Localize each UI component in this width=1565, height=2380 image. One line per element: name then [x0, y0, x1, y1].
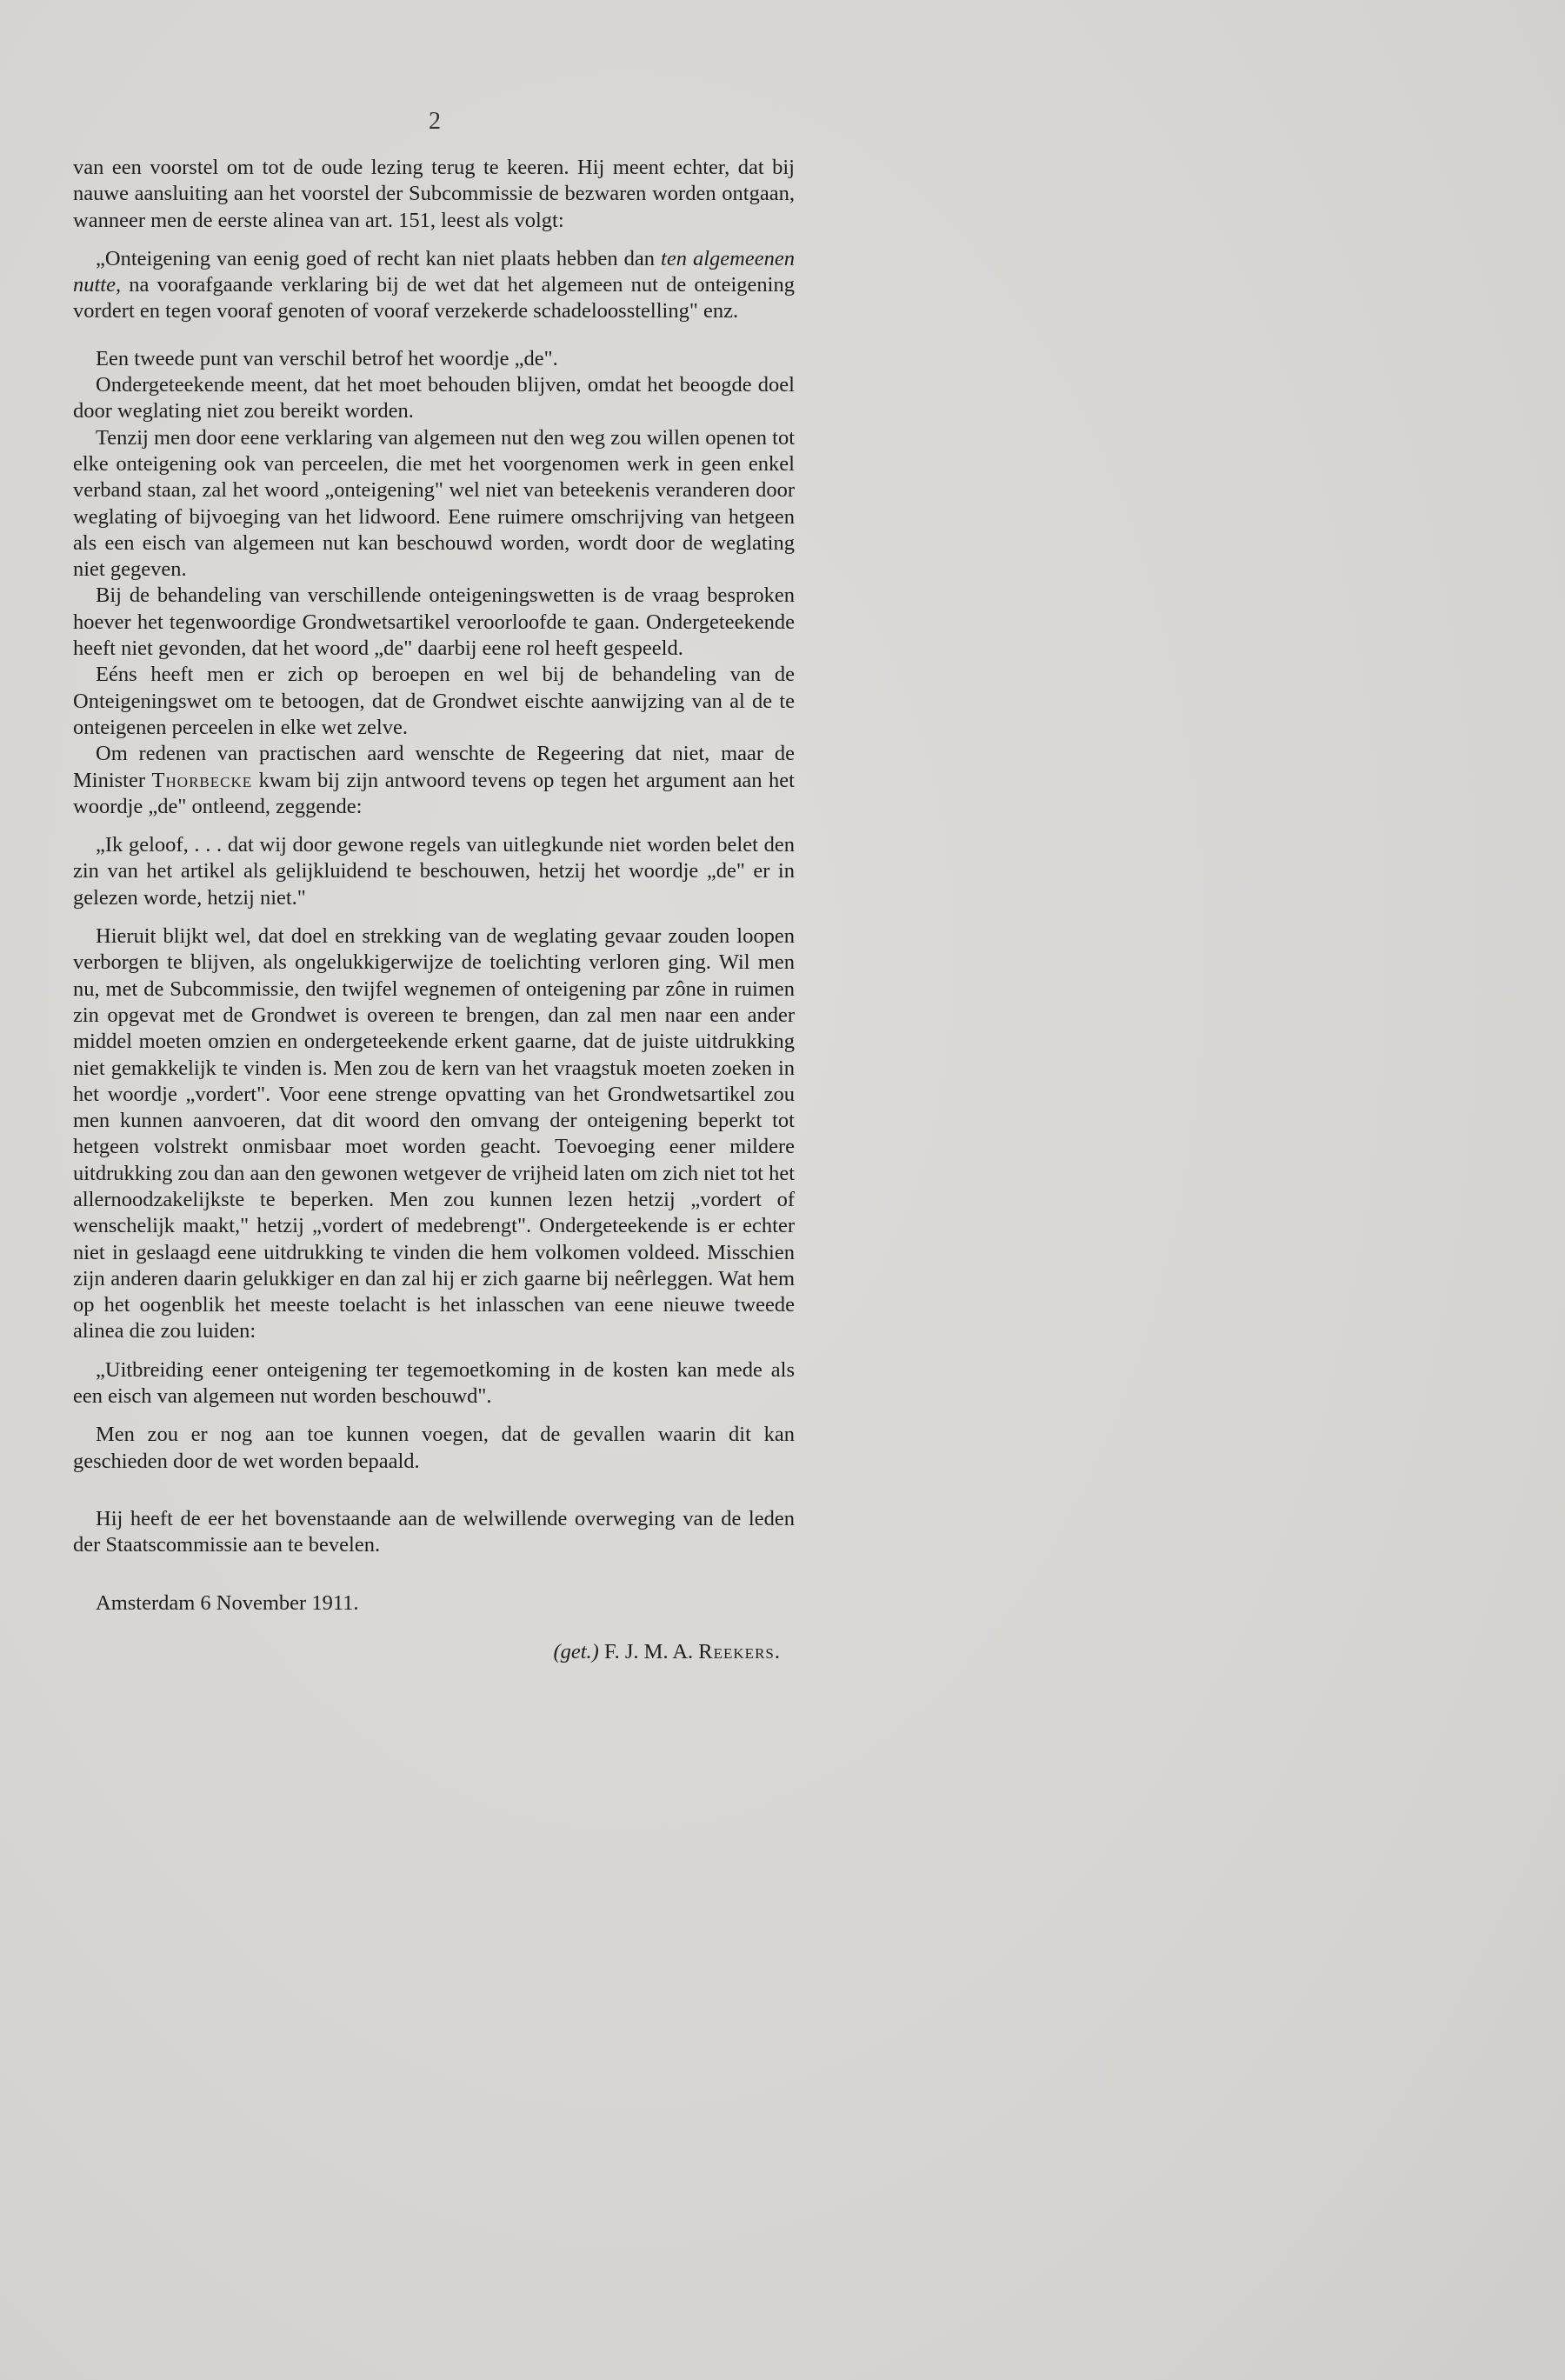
- quotation: „Ik geloof, . . . dat wij door gewone regels van uitlegkunde niet worden belet den zin van het artikel als gelijkluidend te beschouwen, hetzij het woordje „de" er in gelezen worde, hetzij niet.": [73, 833, 795, 910]
- signature-initials: F. J. M. A.: [603, 1639, 694, 1663]
- body-text: [73, 155, 795, 1665]
- proposed-alinea: „Uitbreiding eener onteigening ter tegemoetkoming in de kosten kan mede als een eisch van algemeen nut worden beschouwd".: [73, 1357, 795, 1409]
- quote-text: na voorafgaande verklaring bij de wet dat het algemeen nut de onteigening vordert en tegen vooraf genoten of vooraf verzekerde schadeloosstelling" enz.: [73, 273, 795, 323]
- page-number: 2: [429, 108, 441, 135]
- signature-surname: Reekers.: [698, 1639, 781, 1663]
- signature: [73, 1639, 795, 1665]
- text: Om redenen van practischen aard wenschte de Regeering dat niet, maar de Minister: [73, 742, 795, 792]
- place-date: Amsterdam 6 November 1911.: [96, 1590, 359, 1615]
- quoted-article: [73, 246, 795, 325]
- quote-text: „Onteigening van eenig goed of recht kan niet plaats hebben dan: [96, 246, 662, 270]
- paragraph: Bij de behandeling van verschillende onteigeningswetten is de vraag besproken hoever het tegenwoordige Grondwetsartikel veroorloofde te gaan. Ondergeteekende heeft niet gevonden, dat het woord „de" daarbij eene rol heeft gespeeld.: [73, 583, 795, 661]
- paragraph: [73, 741, 795, 820]
- paragraph: Tenzij men door eene verklaring van algemeen nut den weg zou willen openen tot elke onteigening ook van perceelen, die met het voorgenomen werk in geen enkel verband staan, zal het woord „onteigening" wel niet van beteekenis veranderen door weglating of bijvoeging van het lidwoord. Eene ruimere omschrijving van hetgeen als een eisch van algemeen nut kan beschouwd worden, wordt door de weglating niet gegeven.: [73, 425, 795, 582]
- paragraph: Eéns heeft men er zich op beroepen en wel bij de behandeling van de Onteigeningswet om te betoogen, dat de Grondwet eischte aanwijzing van al de te onteigenen perceelen in elke wet zelve.: [73, 663, 795, 739]
- minister-name: Thorbecke: [151, 768, 253, 792]
- paragraph: Hieruit blijkt wel, dat doel en strekking van de weglating gevaar zouden loopen verborgen te blijven, als ongelukkigerwijze de toelichting verloren ging. Wil men nu, met de Subcommissie, den twijfel wegnemen of onteigening par zône in ruimen zin opgevat met de Grondwet is overeen te brengen, dan zal men naar een ander middel moeten omzien en ondergeteekende erkent gaarne, dat de juiste uitdrukking niet gemakkelijk te vinden is. Men zou de kern van het vraagstuk moeten zoeken in het woordje „vordert". Voor eene strenge opvatting van het Grondwetsartikel zou men kunnen aanvoeren, dat dit woord den omvang der onteigening beperkt tot hetgeen volstrekt onmisbaar moet worden geacht. Toevoeging eener mildere uitdrukking zou dan aan den gewonen wetgever de vrijheid laten om zich niet tot het allernoodzakelijkste te beperken. Men zou kunnen lezen hetzij „vordert of wenschelijk maakt," hetzij „vordert of medebrengt". Ondergeteekende is er echter niet in geslaagd eene uitdrukking te vinden die hem volkomen voldeed. Misschien zijn anderen daarin gelukkiger en dan zal hij er zich gaarne bij neêrleggen. Wat hem op het oogenblik het meeste toelacht is het inlasschen van eene nieuwe tweede alinea die zou luiden:: [73, 924, 796, 1343]
- paragraph: Een tweede punt van verschil betrof het woordje „de".: [96, 346, 558, 370]
- italic-phrase: ten algemeenen nutte,: [73, 246, 795, 297]
- paragraph: Men zou er nog aan toe kunnen voegen, dat de gevallen waarin dit kan geschieden door de wet worden bepaald.: [73, 1423, 795, 1473]
- text: kwam bij zijn antwoord tevens op tegen het argument aan het woordje „de" ontleend, zeggende:: [73, 768, 795, 818]
- closing-paragraph: Hij heeft de eer het bovenstaande aan de welwillende overweging van de leden der Staatscommissie aan te bevelen.: [73, 1506, 795, 1557]
- signature-abbr: (get.): [553, 1639, 599, 1663]
- paragraph: van een voorstel om tot de oude lezing terug te keeren. Hij meent echter, dat bij nauwe aansluiting aan het voorstel der Subcommissie de bezwaren worden ontgaan, wanneer men de eerste alinea van art. 151, leest als volgt:: [73, 156, 795, 232]
- paragraph: Ondergeteekende meent, dat het moet behouden blijven, omdat het beoogde doel door weglating niet zou bereikt worden.: [73, 373, 795, 423]
